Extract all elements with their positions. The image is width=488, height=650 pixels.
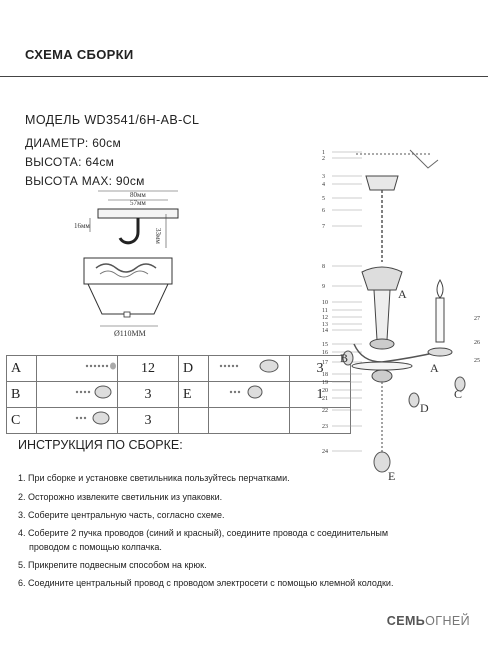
hook-drawing (70, 188, 190, 254)
diagram-number-left: 4 (322, 182, 325, 188)
instructions-heading: ИНСТРУКЦИЯ ПО СБОРКЕ: (18, 438, 183, 452)
part-crystal-e-icon (209, 382, 290, 408)
part-letter: E (179, 382, 209, 408)
canopy-dim-d: Ø110ММ (114, 329, 146, 338)
diagram-number-left: 5 (322, 196, 325, 202)
part-crystal-c-icon (37, 408, 118, 434)
diagram-number-left: 19 (322, 380, 328, 386)
model-label: МОДЕЛЬ WD3541/6H-AB-CL (25, 113, 200, 127)
part-letter: B (7, 382, 37, 408)
diagram-number-left: 24 (322, 449, 328, 455)
brand-bold: СЕМЬ (386, 614, 426, 628)
spec-diameter: ДИАМЕТР: 60см (25, 136, 121, 150)
diagram-number-left: 23 (322, 424, 328, 430)
diagram-number-left: 22 (322, 408, 328, 414)
diagram-letter: B (340, 351, 349, 365)
hook-dim-h2: 33мм (154, 228, 162, 244)
diagram-number-left: 1 (322, 150, 325, 156)
part-crystal-d-icon (209, 356, 290, 382)
part-crystal-a-icon (37, 356, 118, 382)
diagram-letter: A (398, 287, 407, 301)
diagram-number-left: 11 (322, 308, 328, 314)
diagram-number-left: 16 (322, 350, 328, 356)
diagram-letter: E (388, 469, 396, 480)
spec-height-max: ВЫСОТА MAX: 90см (25, 174, 145, 188)
instruction-step: 2. Осторожно извлеките светильник из упаковки. (18, 492, 223, 502)
diagram-number-left: 2 (322, 156, 325, 162)
spec-height: ВЫСОТА: 64см (25, 155, 115, 169)
diagram-number-left: 14 (322, 328, 328, 334)
part-qty: 3 (118, 382, 179, 408)
part-letter: C (7, 408, 37, 434)
diagram-number-left: 15 (322, 342, 328, 348)
diagram-letter: C (454, 387, 463, 401)
page-title: СХЕМА СБОРКИ (25, 47, 134, 62)
diagram-letter: D (420, 401, 429, 415)
diagram-letter: A (430, 361, 439, 375)
diagram-number-left: 7 (322, 224, 325, 230)
left-leader-group (322, 150, 362, 455)
title-divider (0, 76, 488, 77)
instruction-step: 4. Соберите 2 пучка проводов (синий и красный), соедините провода с соединительным (18, 528, 389, 538)
part-empty-cell (209, 408, 290, 434)
part-letter: D (179, 356, 209, 382)
instruction-step: 3. Соберите центральную часть, согласно схеме. (18, 510, 225, 520)
diagram-number-left: 3 (322, 174, 325, 180)
diagram-number-left: 20 (322, 388, 328, 394)
parts-row (7, 356, 351, 382)
hook-dim-w1: 80мм (130, 191, 146, 199)
hook-dim-w2: 57мм (130, 199, 146, 207)
instruction-step: 6. Соедините центральный провод с проводом электросети с помощью клемной колодки. (18, 578, 394, 588)
diagram-number-left: 12 (322, 315, 328, 321)
diagram-number-left: 6 (322, 208, 325, 214)
diagram-number-right: 25 (474, 358, 480, 364)
diagram-number-left: 13 (322, 322, 328, 328)
brand-logo (387, 614, 470, 628)
diagram-number-left: 8 (322, 264, 325, 270)
parts-row (7, 382, 351, 408)
brand-light: ОГНЕЙ (425, 614, 470, 628)
diagram-number-right: 26 (474, 340, 480, 346)
part-qty: 1 (290, 382, 351, 408)
hook-dim-h1: 16мм (74, 222, 90, 230)
instruction-step: 1. При сборке и установке светильника пользуйтесь перчатками. (18, 473, 290, 483)
parts-table (6, 355, 351, 434)
diagram-number-right: 27 (474, 316, 480, 322)
parts-row (7, 408, 351, 434)
part-qty: 3 (118, 408, 179, 434)
diagram-number-left: 17 (322, 360, 328, 366)
diagram-number-left: 18 (322, 372, 328, 378)
part-qty: 3 (290, 356, 351, 382)
diagram-number-left: 10 (322, 300, 328, 306)
instruction-step-cont: проводом с помощью колпачка. (29, 542, 162, 552)
diagram-number-left: 21 (322, 396, 328, 402)
part-crystal-b-icon (37, 382, 118, 408)
part-qty: 12 (118, 356, 179, 382)
chandelier-diagram (318, 140, 488, 480)
canopy-drawing (80, 254, 176, 350)
diagram-number-left: 9 (322, 284, 325, 290)
part-letter: A (7, 356, 37, 382)
part-letter (179, 408, 209, 434)
instruction-step: 5. Прикрепите подвесным способом на крюк. (18, 560, 207, 570)
